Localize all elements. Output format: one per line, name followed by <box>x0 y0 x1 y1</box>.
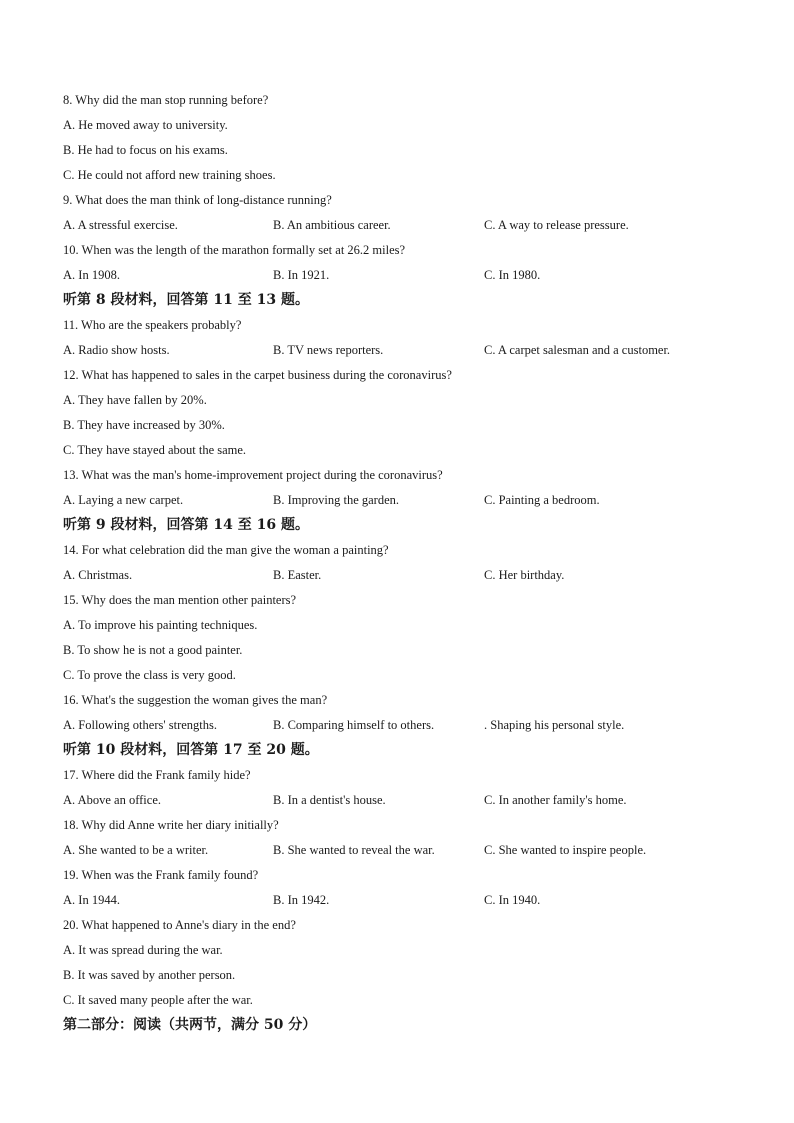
option-17c: C. In another family's home. <box>484 793 627 807</box>
option-10b: B. In 1921. <box>273 268 330 282</box>
option-12a: A. They have fallen by 20%. <box>63 393 207 407</box>
options-11 <box>63 338 743 363</box>
option-18a: A. She wanted to be a writer. <box>63 843 209 857</box>
section-heading-9: 听第 9 段材料，回答第 14 至 16 题。 <box>63 517 309 533</box>
option-8c: C. He could not afford new training shoes. <box>63 168 276 182</box>
option-12b: B. They have increased by 30%. <box>63 418 225 432</box>
option-8b: B. He had to focus on his exams. <box>63 143 228 157</box>
option-14b: B. Easter. <box>273 568 322 582</box>
option-17b: B. In a dentist's house. <box>273 793 386 807</box>
option-13b: B. Improving the garden. <box>273 493 400 507</box>
question-12: 12. What has happened to sales in the carpet business during the coronavirus? <box>63 368 452 382</box>
option-12c: C. They have stayed about the same. <box>63 443 247 457</box>
option-11c: C. A carpet salesman and a customer. <box>484 343 671 357</box>
question-11: 11. Who are the speakers probably? <box>63 318 242 332</box>
option-10c: C. In 1980. <box>484 268 541 282</box>
option-8a: A. He moved away to university. <box>63 118 228 132</box>
option-19b: B. In 1942. <box>273 893 330 907</box>
options-10 <box>63 263 743 288</box>
options-19 <box>63 888 743 913</box>
option-9a: A. A stressful exercise. <box>63 218 178 232</box>
option-11b: B. TV news reporters. <box>273 343 384 357</box>
option-9b: B. An ambitious career. <box>273 218 391 232</box>
section-heading-8: 听第 8 段材料，回答第 11 至 13 题。 <box>63 292 309 308</box>
question-20: 20. What happened to Anne's diary in the end? <box>63 918 296 932</box>
question-13: 13. What was the man's home-improvement project during the coronavirus? <box>63 468 443 482</box>
option-20a: A. It was spread during the war. <box>63 943 223 957</box>
question-16: 16. What's the suggestion the woman gives the man? <box>63 693 328 707</box>
option-15a: A. To improve his painting techniques. <box>63 618 258 632</box>
options-14 <box>63 563 743 588</box>
option-10a: A. In 1908. <box>63 268 120 282</box>
option-16c: . Shaping his personal style. <box>484 718 625 732</box>
question-14: 14. For what celebration did the man give the woman a painting? <box>63 543 389 557</box>
question-8: 8. Why did the man stop running before? <box>63 93 269 107</box>
option-9c: C. A way to release pressure. <box>484 218 629 232</box>
option-18b: B. She wanted to reveal the war. <box>273 843 435 857</box>
options-17 <box>63 788 743 813</box>
option-15b: B. To show he is not a good painter. <box>63 643 243 657</box>
option-16a: A. Following others' strengths. <box>63 718 217 732</box>
option-13c: C. Painting a bedroom. <box>484 493 600 507</box>
part-two-heading: 第二部分：阅读（共两节，满分 50 分） <box>63 1017 317 1033</box>
option-17a: A. Above an office. <box>63 793 162 807</box>
options-18 <box>63 838 743 863</box>
options-16 <box>63 713 743 738</box>
question-18: 18. Why did Anne write her diary initially? <box>63 818 279 832</box>
option-18c: C. She wanted to inspire people. <box>484 843 647 857</box>
option-11a: A. Radio show hosts. <box>63 343 170 357</box>
question-10: 10. When was the length of the marathon formally set at 26.2 miles? <box>63 243 406 257</box>
question-9: 9. What does the man think of long-distance running? <box>63 193 332 207</box>
exam-page <box>63 88 743 1038</box>
option-13a: A. Laying a new carpet. <box>63 493 184 507</box>
option-15c: C. To prove the class is very good. <box>63 668 236 682</box>
option-14a: A. Christmas. <box>63 568 133 582</box>
section-heading-10: 听第 10 段材料，回答第 17 至 20 题。 <box>63 742 319 758</box>
option-20b: B. It was saved by another person. <box>63 968 236 982</box>
option-19a: A. In 1944. <box>63 893 120 907</box>
question-19: 19. When was the Frank family found? <box>63 868 259 882</box>
question-17: 17. Where did the Frank family hide? <box>63 768 251 782</box>
option-20c: C. It saved many people after the war. <box>63 993 253 1007</box>
option-19c: C. In 1940. <box>484 893 541 907</box>
option-14c: C. Her birthday. <box>484 568 565 582</box>
options-13 <box>63 488 743 513</box>
question-15: 15. Why does the man mention other painters? <box>63 593 297 607</box>
option-16b: B. Comparing himself to others. <box>273 718 435 732</box>
options-9 <box>63 213 743 238</box>
